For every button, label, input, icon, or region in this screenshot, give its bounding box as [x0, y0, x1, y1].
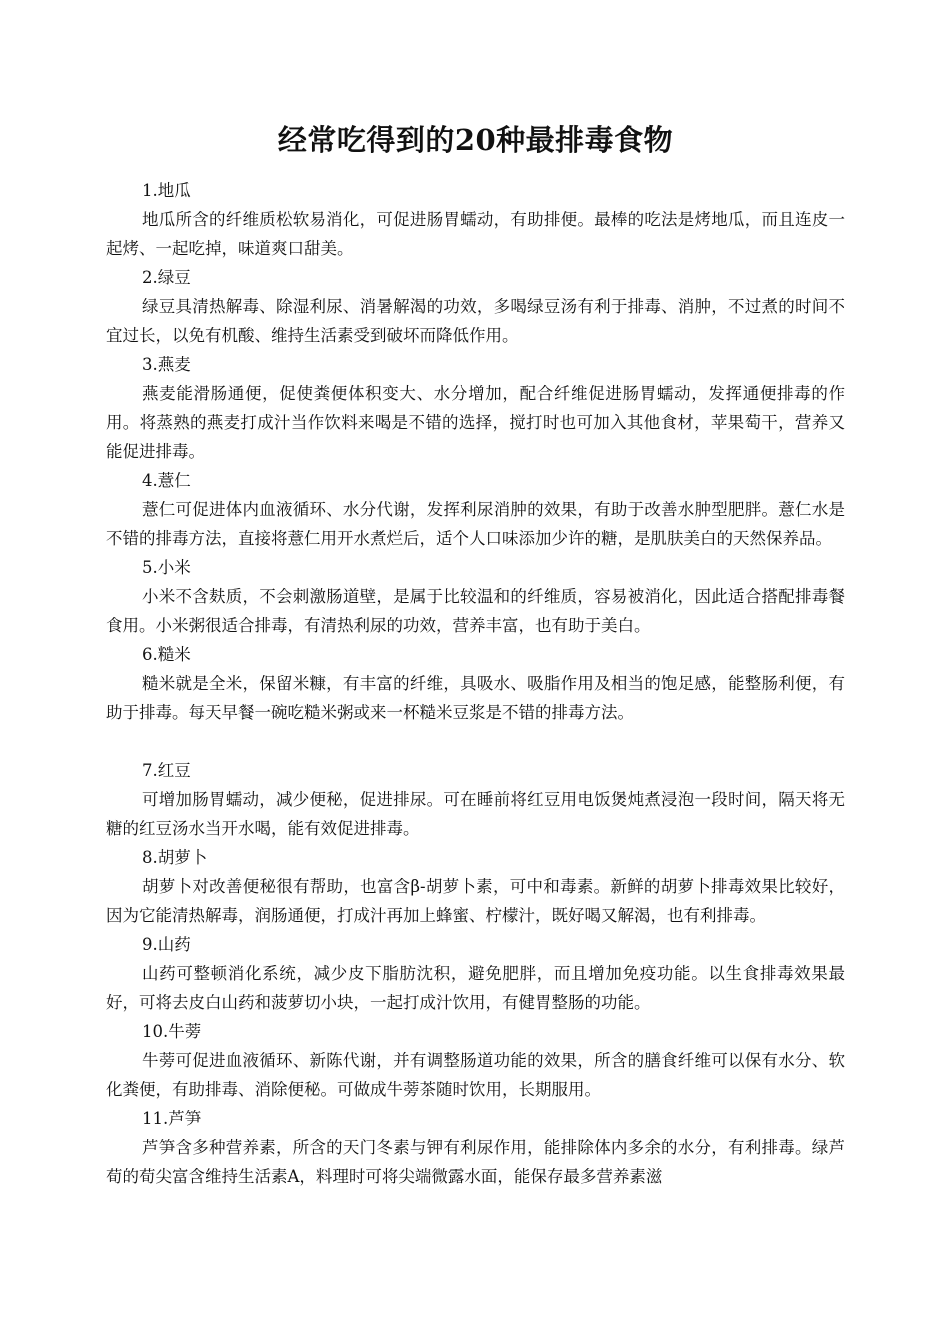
- section-burdock: [106, 1017, 845, 1104]
- section-body: 小米不含麸质，不会刺激肠道壁，是属于比较温和的纤维质，容易被消化，因此适合搭配排毒餐食用。小米粥很适合排毒，有清热利尿的功效，营养丰富，也有助于美白。: [106, 587, 845, 635]
- section-body: 牛蒡可促进血液循环、新陈代谢，并有调整肠道功能的效果，所含的膳食纤维可以保有水分、软化粪便，有助排毒、消除便秘。可做成牛蒡茶随时饮用，长期服用。: [106, 1051, 845, 1099]
- section-heading: 10.牛蒡: [142, 1022, 202, 1041]
- section-mung-bean: [106, 263, 845, 350]
- section-carrot: [106, 843, 845, 930]
- section-body: 地瓜所含的纤维质松软易消化，可促进肠胃蠕动，有助排便。最棒的吃法是烤地瓜，而且连皮一起烤、一起吃掉，味道爽口甜美。: [106, 210, 845, 258]
- section-heading: 11.芦笋: [142, 1109, 202, 1128]
- section-brown-rice: [106, 640, 845, 727]
- section-millet: [106, 553, 845, 640]
- document-title: 经常吃得到的20种最排毒食物: [277, 123, 674, 157]
- blank-line: [106, 727, 845, 756]
- section-body: 薏仁可促进体内血液循环、水分代谢，发挥利尿消肿的效果，有助于改善水肿型肥胖。薏仁水是不错的排毒方法，直接将薏仁用开水煮烂后，适个人口味添加少许的糖，是肌肤美白的天然保养品。: [106, 500, 845, 548]
- section-heading: 8.胡萝卜: [142, 848, 208, 867]
- section-oats: [106, 350, 845, 466]
- section-asparagus: [106, 1104, 845, 1191]
- section-yam: [106, 930, 845, 1017]
- section-body: 可增加肠胃蠕动，减少便秘，促进排尿。可在睡前将红豆用电饭煲炖煮浸泡一段时间，隔天将无糖的红豆汤水当开水喝，能有效促进排毒。: [106, 790, 845, 838]
- section-body: 山药可整顿消化系统，减少皮下脂肪沈积，避免肥胖，而且增加免疫功能。以生食排毒效果最好，可将去皮白山药和菠萝切小块，一起打成汁饮用，有健胃整肠的功能。: [106, 964, 845, 1012]
- section-heading: 3.燕麦: [142, 355, 191, 374]
- section-heading: 2.绿豆: [142, 268, 191, 287]
- section-red-bean: [106, 756, 845, 843]
- section-body: 胡萝卜对改善便秘很有帮助，也富含β-胡萝卜素，可中和毒素。新鲜的胡萝卜排毒效果比较好，因为它能清热解毒，润肠通便，打成汁再加上蜂蜜、柠檬汁，既好喝又解渴，也有利排毒。: [106, 877, 845, 925]
- section-heading: 7.红豆: [142, 761, 191, 780]
- section-heading: 4.薏仁: [142, 471, 191, 490]
- section-body: 绿豆具清热解毒、除湿利尿、消暑解渴的功效，多喝绿豆汤有利于排毒、消肿，不过煮的时间不宜过长，以免有机酸、维持生活素受到破坏而降低作用。: [106, 297, 845, 345]
- section-sweet-potato: [106, 176, 845, 263]
- section-heading: 5.小米: [142, 558, 191, 577]
- section-body: 芦笋含多种营养素，所含的天门冬素与钾有利尿作用，能排除体内多余的水分，有利排毒。绿芦荀的荀尖富含维持生活素A，料理时可将尖端微露水面，能保存最多营养素滋: [106, 1138, 845, 1186]
- section-heading: 6.糙米: [142, 645, 191, 664]
- section-heading: 1.地瓜: [142, 181, 191, 200]
- section-body: 燕麦能滑肠通便，促使粪便体积变大、水分增加，配合纤维促进肠胃蠕动，发挥通便排毒的作用。将蒸熟的燕麦打成汁当作饮料来喝是不错的选择，搅打时也可加入其他食材，苹果萄干，营养又能促进排毒。: [106, 384, 845, 461]
- section-coix-seed: [106, 466, 845, 553]
- section-body: 糙米就是全米，保留米糠，有丰富的纤维，具吸水、吸脂作用及相当的饱足感，能整肠利便，有助于排毒。每天早餐一碗吃糙米粥或来一杯糙米豆浆是不错的排毒方法。: [106, 674, 845, 722]
- section-heading: 9.山药: [142, 935, 191, 954]
